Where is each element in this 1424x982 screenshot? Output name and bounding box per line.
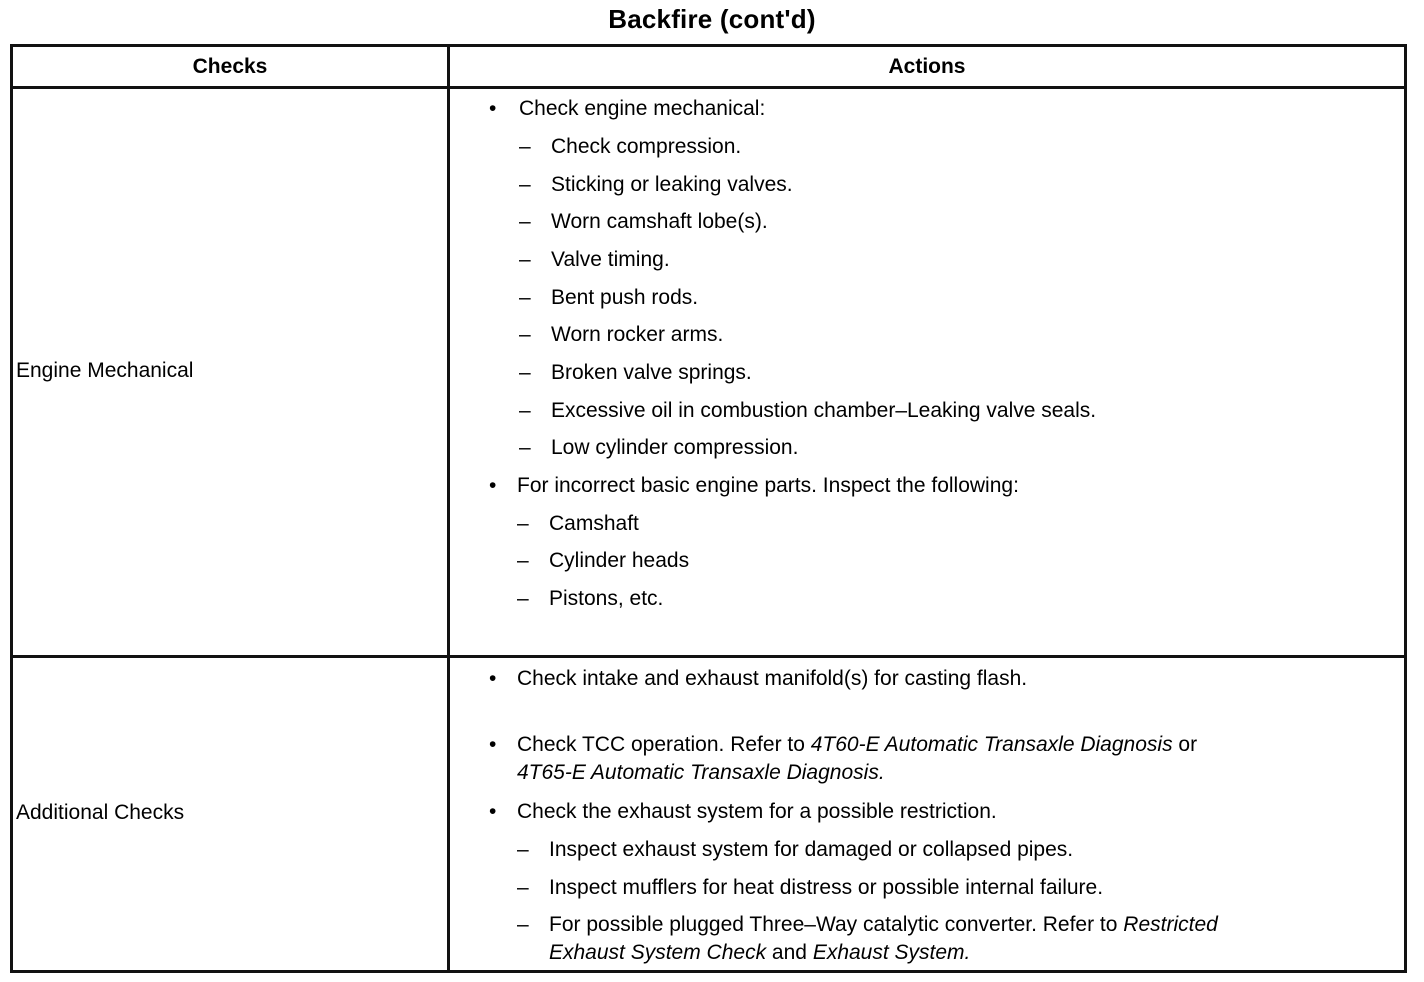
text: Check TCC operation. Refer to — [517, 733, 811, 756]
column-divider — [447, 47, 450, 970]
bullet: • — [489, 800, 497, 823]
list-item: Check engine mechanical: — [519, 97, 766, 120]
dash: – — [519, 248, 531, 271]
list-item: For incorrect basic engine parts. Inspect the following: — [517, 474, 1019, 497]
text: or — [1172, 733, 1198, 756]
dash: – — [517, 838, 529, 861]
reference: 4T65-E Automatic Transaxle Diagnosis. — [517, 761, 885, 784]
reference: Exhaust System Check — [549, 941, 767, 964]
list-item — [549, 941, 970, 965]
dash: – — [519, 210, 531, 233]
list-item: Bent push rods. — [551, 286, 699, 309]
reference: Restricted — [1123, 913, 1218, 936]
list-item: Worn camshaft lobe(s). — [551, 210, 768, 233]
check-additional-checks: Additional Checks — [16, 801, 185, 824]
header-actions: Actions — [888, 55, 966, 78]
list-item — [549, 913, 1218, 937]
diagnosis-table — [10, 44, 1407, 973]
dash: – — [517, 876, 529, 899]
dash: – — [517, 512, 529, 535]
list-item: Broken valve springs. — [551, 361, 752, 384]
list-item: Check the exhaust system for a possible restriction. — [517, 800, 997, 823]
dash: – — [517, 587, 529, 610]
check-engine-mechanical: Engine Mechanical — [16, 359, 194, 382]
bullet: • — [489, 97, 497, 120]
list-item: Camshaft — [549, 512, 639, 535]
list-item: Check compression. — [551, 135, 742, 158]
list-item: Check intake and exhaust manifold(s) for casting flash. — [517, 667, 1028, 690]
reference: Exhaust System. — [812, 941, 971, 964]
bullet: • — [489, 733, 497, 756]
list-item: Cylinder heads — [549, 549, 690, 572]
dash: – — [517, 549, 529, 572]
dash: – — [519, 436, 531, 459]
table-header — [13, 47, 1404, 89]
dash: – — [517, 913, 529, 936]
page-title: Backfire (cont'd) — [608, 4, 816, 34]
list-item: Inspect mufflers for heat distress or possible internal failure. — [549, 876, 1104, 899]
dash: – — [519, 323, 531, 346]
dash: – — [519, 361, 531, 384]
list-item: Valve timing. — [551, 248, 670, 271]
dash: – — [519, 135, 531, 158]
list-item: Sticking or leaking valves. — [551, 173, 793, 196]
dash: – — [519, 286, 531, 309]
text: For possible plugged Three–Way catalytic converter. Refer to — [549, 913, 1124, 936]
dash: – — [519, 173, 531, 196]
list-item: Worn rocker arms. — [551, 323, 724, 346]
reference: 4T60-E Automatic Transaxle Diagnosis — [810, 733, 1173, 756]
list-item: Low cylinder compression. — [551, 436, 799, 459]
list-item — [517, 733, 1197, 757]
text: and — [766, 941, 813, 964]
bullet: • — [489, 667, 497, 690]
list-item: Excessive oil in combustion chamber–Leaking valve seals. — [551, 399, 1097, 422]
header-checks: Checks — [192, 55, 268, 78]
row-divider — [13, 655, 1404, 658]
dash: – — [519, 399, 531, 422]
list-item: Pistons, etc. — [549, 587, 664, 610]
list-item: Inspect exhaust system for damaged or collapsed pipes. — [549, 838, 1074, 861]
bullet: • — [489, 474, 497, 497]
